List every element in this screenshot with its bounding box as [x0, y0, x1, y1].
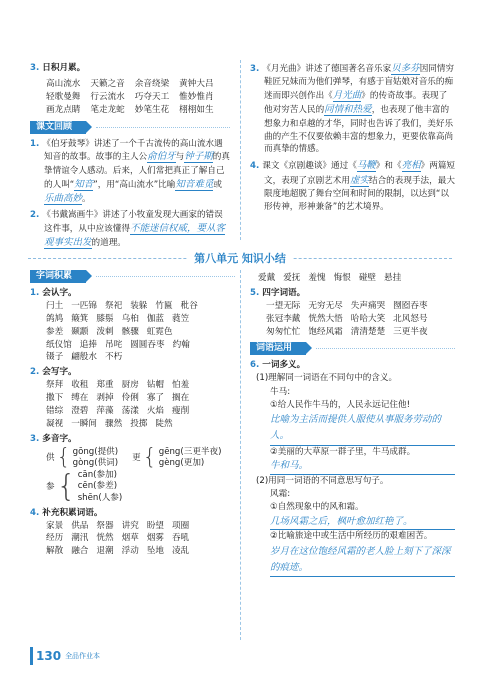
- word-item: 恍然: [96, 533, 114, 544]
- r-q3-answer-3: 同情和热爱: [324, 104, 372, 116]
- word-item: 祭祀: [105, 300, 123, 311]
- word-item: 讲究: [121, 520, 139, 531]
- word-item: 退潮: [96, 546, 114, 557]
- word-item: 寡了: [146, 393, 165, 404]
- lb-q2-number: 2.: [30, 367, 40, 378]
- poly-gong-b: gòng(供词): [72, 458, 119, 469]
- word-item: 竹匾: [155, 300, 173, 311]
- word-row: [266, 313, 455, 326]
- polyphone-can: [46, 470, 235, 505]
- dotted-divider: [316, 348, 455, 349]
- poly-char-can: 参: [46, 481, 55, 492]
- page-number: 130: [30, 647, 61, 665]
- poly-gong-a: gōng(提供): [72, 446, 119, 457]
- word-item: 供品: [71, 520, 89, 531]
- word-item: 缚在: [71, 393, 89, 404]
- r-q3-text-a: 《月光曲》讲述了德国著名音乐家: [262, 64, 392, 74]
- extra-words-continued: [258, 272, 455, 285]
- word-item: 栩栩如生: [179, 104, 214, 115]
- column-divider-bottom: [240, 270, 241, 640]
- word-item: 乌桕: [121, 313, 139, 324]
- word-item: 无穷无尽: [308, 300, 343, 311]
- word-item: 项圈: [172, 520, 190, 531]
- word-row: [266, 326, 455, 339]
- word-item: 三更半夜: [393, 326, 428, 337]
- word-item: 鸽鸠: [46, 313, 64, 324]
- q1-text-b: 与: [175, 152, 185, 163]
- lb-q3-number: 3.: [30, 433, 40, 444]
- r-q3-paragraph: [250, 62, 455, 156]
- word-item: 张冠李戴: [266, 313, 301, 324]
- read-chars-list: [30, 300, 235, 364]
- rb-answer-3: 几场风霜之后，枫叶愈加红艳了。: [270, 515, 455, 531]
- word-item: 悬挂: [384, 273, 402, 283]
- word-item: 约翰: [172, 339, 190, 350]
- r-q3-text-d: ，也表现了他丰富的想象力和卓越的才华，同时也告诉了我们，美好乐曲的产生不仅要依赖丰富的想象力，更要依靠高尚而真挚的情感。: [264, 105, 454, 155]
- rb-q6-number: 6.: [250, 360, 260, 371]
- word-row: [46, 351, 235, 364]
- word-item: 清清楚楚: [350, 326, 386, 337]
- q1-paragraph: [30, 138, 230, 207]
- word-item: 闩土: [46, 300, 64, 311]
- word-row: [46, 532, 235, 545]
- left-top-column: [30, 62, 230, 250]
- word-item: 钻帽: [146, 380, 165, 391]
- word-item: 伽蓝: [146, 313, 165, 324]
- word-row: [46, 418, 235, 431]
- word-item: 画龙点睛: [46, 104, 81, 115]
- brace-icon: {: [56, 445, 71, 471]
- word-item: 追捧: [79, 339, 97, 350]
- r-q4-text-a: 课文《京剧趣谈》通过《: [262, 161, 357, 172]
- word-item: 一匹锦: [71, 300, 97, 311]
- word-item: 收租: [71, 380, 89, 391]
- lb-q4-number: 4.: [30, 507, 40, 518]
- word-row: [46, 405, 235, 418]
- word-item: 萍藻: [96, 406, 114, 417]
- word-row: [46, 379, 235, 392]
- q3-label: 日积月累。: [42, 63, 86, 73]
- column-divider-top: [240, 60, 241, 240]
- word-item: 圆圆吞枣: [130, 339, 165, 350]
- word-row: [46, 392, 235, 405]
- word-item: 虹霓色: [146, 326, 173, 337]
- q1-answer-3: 知音: [74, 178, 94, 190]
- word-item: 澄碧: [71, 406, 89, 417]
- r-q3-text-c: 》的传奇故事。表现了他对穷苦人民的: [264, 91, 448, 116]
- poly-geng-b: gèng(更加): [158, 458, 205, 469]
- left-bottom-column: [30, 270, 235, 558]
- word-item: 剥掉: [96, 393, 114, 404]
- word-item: 饱经风霜: [308, 326, 343, 337]
- word-row: [46, 520, 235, 533]
- poly-can-a: cān(参加): [77, 469, 118, 480]
- q3-number: 3.: [30, 63, 40, 73]
- word-item: 家景: [46, 520, 64, 531]
- word-row: [46, 78, 230, 91]
- word-item: 碰壁: [358, 273, 377, 283]
- word-item: 厨房: [121, 380, 139, 391]
- section-daily-accumulation: [30, 62, 230, 75]
- word-item: 浮动: [121, 546, 139, 557]
- word-item: 骤然: [105, 418, 123, 429]
- word-item: 搁在: [172, 393, 190, 404]
- q1-answer-4: 知音难觅: [175, 178, 214, 190]
- word-item: 装躲: [130, 300, 148, 311]
- word-item: 撒下: [46, 393, 64, 404]
- word-item: 参差: [46, 326, 64, 337]
- poly-can-c: shēn(人参): [77, 493, 123, 504]
- word-item: 轻歌曼舞: [46, 91, 81, 102]
- rb-q5-label: 四字词语。: [262, 287, 306, 298]
- r-q3-answer-2: 月光曲: [332, 90, 362, 102]
- word-item: 膝鬃: [96, 313, 114, 324]
- word-item: 吞吼: [172, 533, 190, 544]
- rb-word-1: 牛马:: [270, 386, 291, 397]
- word-row: [46, 91, 230, 104]
- q1-text-a: 《伯牙鼓琴》讲述了一个千古流传的高山流水遇知音的故事。故事的主人公: [42, 138, 223, 163]
- rb-answer-4: 岁月在这位饱经风霜的老人脸上刻下了深深的痕迹。: [270, 544, 455, 577]
- word-item: 匆匆忙忙: [266, 326, 301, 337]
- rb-sentence-2: ②美丽的大草原一群子里，牛马成群。: [270, 446, 416, 457]
- word-item: 潮汛: [71, 533, 89, 544]
- word-item: 羞愧: [308, 273, 326, 283]
- word-row: [266, 300, 455, 313]
- word-item: 郑重: [96, 380, 114, 391]
- word-item: 悔恨: [333, 273, 351, 283]
- word-item: 巧夺天工: [134, 91, 170, 102]
- q1-answer-2: 钟子期: [184, 151, 213, 163]
- rb-sentence-1: ①给人民作牛马的，人民永远记住他!: [270, 399, 411, 410]
- right-top-column: [250, 62, 455, 214]
- poly-can-b: cēn(参差): [77, 481, 118, 492]
- word-item: 陡然: [155, 418, 173, 429]
- word-item: 泼刺: [96, 326, 114, 337]
- extra-words-list: [30, 520, 235, 559]
- word-item: 凝视: [46, 418, 64, 429]
- word-item: 烟草: [121, 533, 139, 544]
- q2-answer: 不能迷信权威，要从客观事实出发: [44, 222, 225, 249]
- word-item: 经历: [46, 533, 64, 544]
- write-chars-list: [30, 379, 235, 431]
- r-q4-answer-3: 虚实: [349, 174, 369, 186]
- word-item: 投掷: [130, 418, 148, 429]
- unit-title-bar: [0, 251, 480, 265]
- word-item: 一望无际: [266, 300, 301, 311]
- r-q3-answer-1: 贝多芬: [391, 63, 420, 74]
- dotted-divider: [96, 276, 235, 277]
- q1-answer-5: 乐曲高妙: [44, 192, 83, 204]
- page-footer: [30, 647, 100, 665]
- r-q4-answer-1: 马鞭: [356, 160, 376, 172]
- q2-number: 2.: [30, 210, 40, 221]
- rb-part-2: (2)用同一词语的不同意思写句子。: [256, 475, 389, 486]
- four-char-words-list: [250, 300, 455, 339]
- word-item: 高山流水: [46, 78, 81, 89]
- word-item: 哈哈大笑: [350, 313, 386, 324]
- tag-review: 课文回顾: [30, 121, 86, 134]
- word-item: 解散: [46, 546, 64, 557]
- word-item: 翩般水: [71, 352, 97, 363]
- brace-icon: {: [56, 469, 76, 505]
- q1-text-e: 或: [213, 179, 222, 190]
- footer-label: 全品作业本: [65, 651, 101, 660]
- idioms-list: [30, 78, 230, 117]
- rb-answer-2: 牛和马。: [270, 459, 455, 475]
- q1-number: 1.: [30, 138, 40, 149]
- word-row: [46, 300, 235, 313]
- word-item: 火焰: [146, 406, 165, 417]
- word-item: 爱戴: [258, 273, 276, 283]
- q1-text-f: 。: [82, 193, 91, 204]
- brace-icon: {: [142, 445, 157, 471]
- r-q4-paragraph: [250, 159, 455, 213]
- r-q3-text-b: 因同情穷鞋匠兄妹而为他们弹琴，有感于盲姑娘对音乐的痴迷而即兴创作出《: [264, 64, 455, 102]
- word-item: 不朽: [105, 352, 123, 363]
- rb-sentence-4: ②比喻旅途中或生活中所经历的艰难困苦。: [270, 531, 433, 542]
- word-item: 秕谷: [180, 300, 198, 311]
- word-item: 错综: [46, 406, 64, 417]
- rb-q5-number: 5.: [250, 287, 260, 298]
- word-item: 惟妙惟肖: [179, 91, 214, 102]
- word-item: 行云流水: [90, 91, 125, 102]
- r-q4-text-b: 》和《: [375, 161, 402, 172]
- word-row: [46, 339, 235, 352]
- right-bottom-column: [250, 272, 455, 577]
- r-q4-text-c: 》两篇短文，表现了京剧艺术用: [264, 161, 456, 186]
- tag-usage: 词语运用: [250, 342, 306, 355]
- r-q3-number: 3.: [250, 64, 260, 74]
- word-item: 祭拜: [46, 380, 64, 391]
- tag-review-line: [30, 121, 230, 134]
- lb-q1-number: 1.: [30, 288, 40, 298]
- word-item: 失声痛哭: [350, 300, 386, 311]
- word-item: 恍然大悟: [308, 313, 343, 324]
- word-item: 爱抚: [283, 273, 301, 283]
- word-item: 伶俐: [121, 393, 139, 404]
- rb-answer-1: 比喻为主活而提供人服使从事服务劳动的人。: [270, 412, 455, 445]
- word-item: 荡漾: [121, 406, 139, 417]
- word-item: 纸仪馆: [46, 339, 72, 350]
- r-q4-number: 4.: [250, 161, 260, 172]
- word-item: 凌乱: [172, 546, 190, 557]
- poly-char-gong: 供: [46, 452, 55, 463]
- tag-usage-line: [250, 342, 455, 355]
- word-item: 镊子: [46, 352, 64, 363]
- q2-text-b: 的道理。: [91, 238, 126, 249]
- word-item: 笔走龙蛇: [90, 104, 125, 115]
- word-item: 祭器: [96, 520, 114, 531]
- word-item: 余音绕梁: [134, 78, 170, 89]
- dotted-divider: [96, 127, 230, 128]
- word-item: 骸骤: [121, 326, 139, 337]
- word-item: 融合: [71, 546, 89, 557]
- word-row: [46, 545, 235, 558]
- word-item: 北风怒号: [393, 313, 428, 324]
- tag-vocab-line: [30, 270, 235, 283]
- word-item: 瘦削: [172, 406, 190, 417]
- lb-q2-label: 会写字。: [42, 367, 77, 378]
- word-item: 怕羞: [172, 380, 190, 391]
- poly-char-geng: 更: [132, 452, 141, 463]
- polyphone-row-1: [46, 447, 235, 470]
- word-item: 一瞬间: [71, 418, 97, 429]
- word-item: 黄钟大吕: [179, 78, 214, 89]
- word-row: [46, 326, 235, 339]
- word-item: 吊咤: [105, 339, 123, 350]
- q2-text-a: 《书戴嵩画牛》讲述了小牧童发现大画家的错误这件事，从中应该懂得: [42, 210, 223, 234]
- r-q4-answer-2: 亮相: [401, 160, 421, 172]
- q1-text-c: 的真挚情谊令人感动。后来，人们常把真正了解自己的人叫“: [44, 152, 230, 190]
- poly-geng-a: gēng(三更半夜): [158, 446, 222, 457]
- rb-word-2: 风霜:: [270, 488, 291, 499]
- q1-text-d: ”，用“高山流水”比喻: [93, 179, 176, 190]
- rb-sentence-3: ①自然现象中的风和霜。: [270, 502, 364, 513]
- word-item: 盼望: [146, 520, 165, 531]
- rb-q6-label: 一词多义。: [262, 360, 306, 371]
- lb-q1-label: 会认字。: [42, 288, 77, 298]
- word-row: [46, 313, 235, 326]
- q2-paragraph: [30, 209, 230, 250]
- word-item: 蕤笠: [172, 313, 190, 324]
- word-item: 簸箕: [71, 313, 89, 324]
- lb-q4-label: 补充积累词语。: [42, 507, 103, 518]
- tag-vocab: 字词积累: [30, 270, 86, 283]
- polyphone-geng: [132, 447, 221, 470]
- r-q4-text-d: 结合的表现手法，最大限度地超脱了舞台空间和时间的限制，以达到“以形传神，形神兼备”的艺术境界。: [264, 175, 455, 212]
- word-item: 坠地: [146, 546, 165, 557]
- word-item: 天籁之音: [90, 78, 125, 89]
- word-item: 囫囵吞枣: [393, 300, 428, 311]
- word-item: 妙笔生花: [134, 104, 170, 115]
- polyphone-gong: [46, 447, 118, 470]
- rb-part-1: (1)理解同一词语在不同句中的含义。: [256, 373, 398, 384]
- unit-title: 第八单元 知识小结: [188, 251, 292, 268]
- q1-answer-1: 俞伯牙: [147, 151, 176, 163]
- word-item: 颞颥: [71, 326, 89, 337]
- lb-q3-label: 多音字。: [42, 433, 77, 444]
- word-item: 烟雾: [146, 533, 165, 544]
- word-row: [46, 104, 230, 117]
